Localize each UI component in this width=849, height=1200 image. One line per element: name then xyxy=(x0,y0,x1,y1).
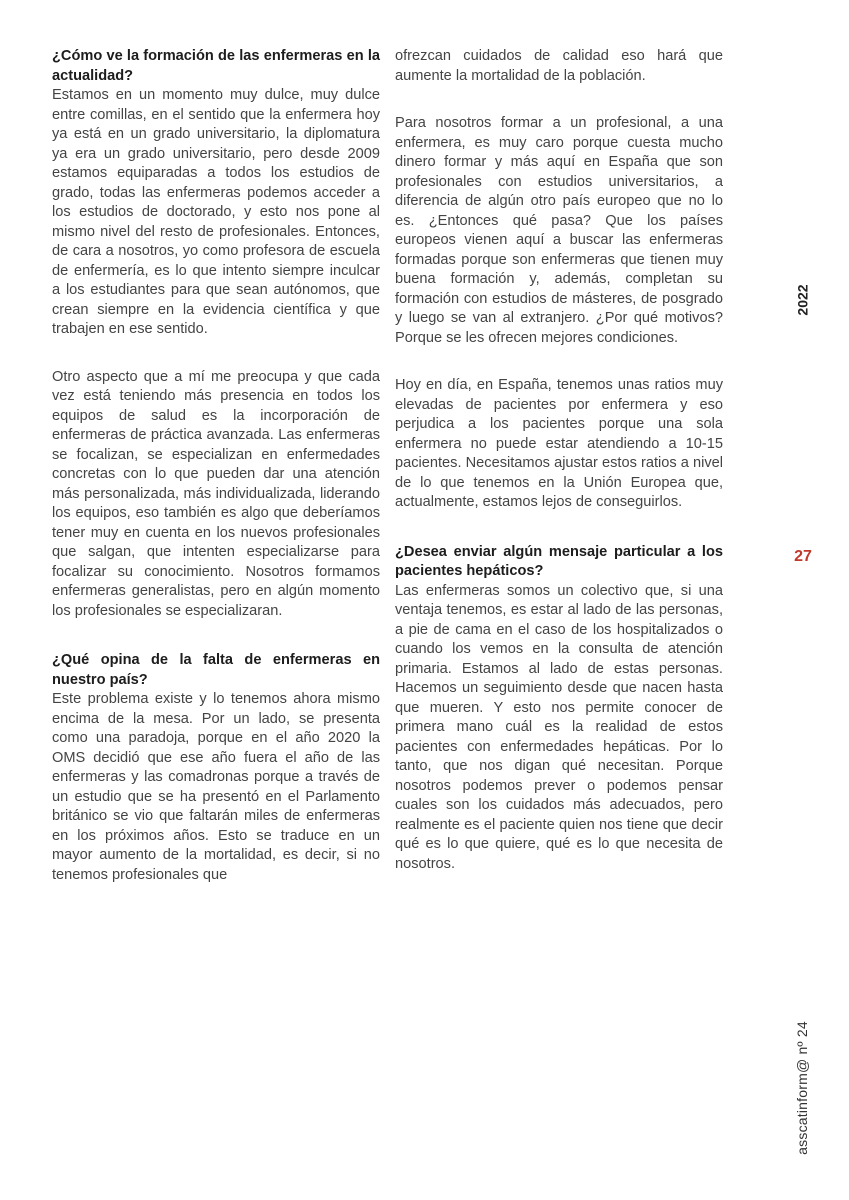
answer-message-patients: Las enfermeras somos un colectivo que, si una ventaja tenemos, es estar al lado de las personas, a pie de cama en el caso de los hospitalizados o cuando los vemos en la consulta de atención primaria. Estamos al lado de estas personas. Hacemos un seguimiento desde que nacen hasta que mueren. Y esto nos permite conocer de primera mano cuál es la realidad de estos pacientes con enfermedades hepáticas. Por lo tanto, que nos digan qué necesitan. Porque nosotros podemos prever o podemos pensar cuales son los cuidados más adecuados, pero realmente es el paciente quien nos tiene que decir qué es lo que quiere, qué es lo que necesita de nosotros. xyxy=(395,582,723,872)
left-column xyxy=(52,47,380,885)
right-column xyxy=(395,47,723,874)
question-training: ¿Cómo ve la formación de las enfermeras en la actualidad? xyxy=(52,48,380,84)
answer-training-paragraph-2: Otro aspecto que a mí me preocupa y que cada vez está teniendo más presencia en todos los equipos de salud es la incorporación de enfermeras de práctica avanzada. Las enfermeras se focalizan, se especializan en enfermedades concretas con lo que pueden dar una atención más personalizada, más individualizada, liderando los equipos, eso también es algo que deberíamos tener muy en cuenta en los nuevos profesionales que salgan, que intenten especializarse para focalizar su conocimiento. Nosotros formamos enfermeras generalistas, pero en algún momento los profesionales se especializaran. xyxy=(52,368,380,619)
answer-shortage-paragraph-2: Para nosotros formar a un profesional, a una enfermera, es muy caro porque cuesta mucho dinero formar y más aquí en España que son profesionales con estudios universitarios, a diferencia de algún otro país europeo que no lo es. ¿Entonces qué pasa? Que los países europeos vienen aquí a buscar las enfermeras formadas porque son enfermeras que tienen muy buena formación y, además, completan su formación con estudios de másteres, de posgrado y luego se van al extranjero. ¿Por qué motivos? Porque se les ofrecen mejores condiciones. xyxy=(395,115,723,346)
answer-shortage-paragraph-1: Este problema existe y lo tenemos ahora mismo encima de la mesa. Por un lado, se presenta como una paradoja, porque en el año 2020 la OMS decidió que ese año fuera el año de las enfermeras y las comadronas porque a través de un estudio que se ha presentó en el Parlamento británico se vio que faltarán miles de enfermeras en los próximos años. Esto se traduce en un mayor aumento de la mortalidad, es decir, si no tenemos profesionales que xyxy=(52,691,380,883)
answer-training-paragraph-1: Estamos en un momento muy dulce, muy dulce entre comillas, en el sentido que la enfermera hoy ya está en un grado universitario, la diplomatura ya era un grado universitario, pero desde 2009 estamos equiparadas a todos los estudios de grado, todas las enfermeras podemos acceder a los estudios de doctorado, y esto nos pone al mismo nivel del resto de profesionales. Entonces, de cara a nosotros, yo como profesora de escuela de enfermería, es lo que intento siempre inculcar a los estudiantes para que sean autónomos, que crean siempre en la evidencia científica y que trabajen en ese sentido. xyxy=(52,87,380,337)
question-shortage: ¿Qué opina de la falta de enfermeras en nuestro país? xyxy=(52,652,380,688)
issue-text: asscatinform@ nº 24 xyxy=(794,1021,810,1155)
issue-label xyxy=(785,1000,819,1176)
year-text: 2022 xyxy=(795,284,811,316)
answer-shortage-paragraph-1-continued: ofrezcan cuidados de calidad eso hará que aumente la mortalidad de la población. xyxy=(395,48,723,84)
answer-shortage-paragraph-3: Hoy en día, en España, tenemos unas ratios muy elevadas de pacientes por enfermera y eso perjudica a los pacientes porque una sola enfermera no puede estar atendiendo a 10-15 pacientes. Necesitamos ajustar estos ratios a nivel de lo que tenemos en la Unión Europea que, actualmente, estamos lejos de conseguirlos. xyxy=(395,377,723,510)
page-number: 27 xyxy=(794,548,812,565)
question-message-patients: ¿Desea enviar algún mensaje particular a los pacientes hepáticos? xyxy=(395,543,723,579)
year-label xyxy=(788,280,818,320)
